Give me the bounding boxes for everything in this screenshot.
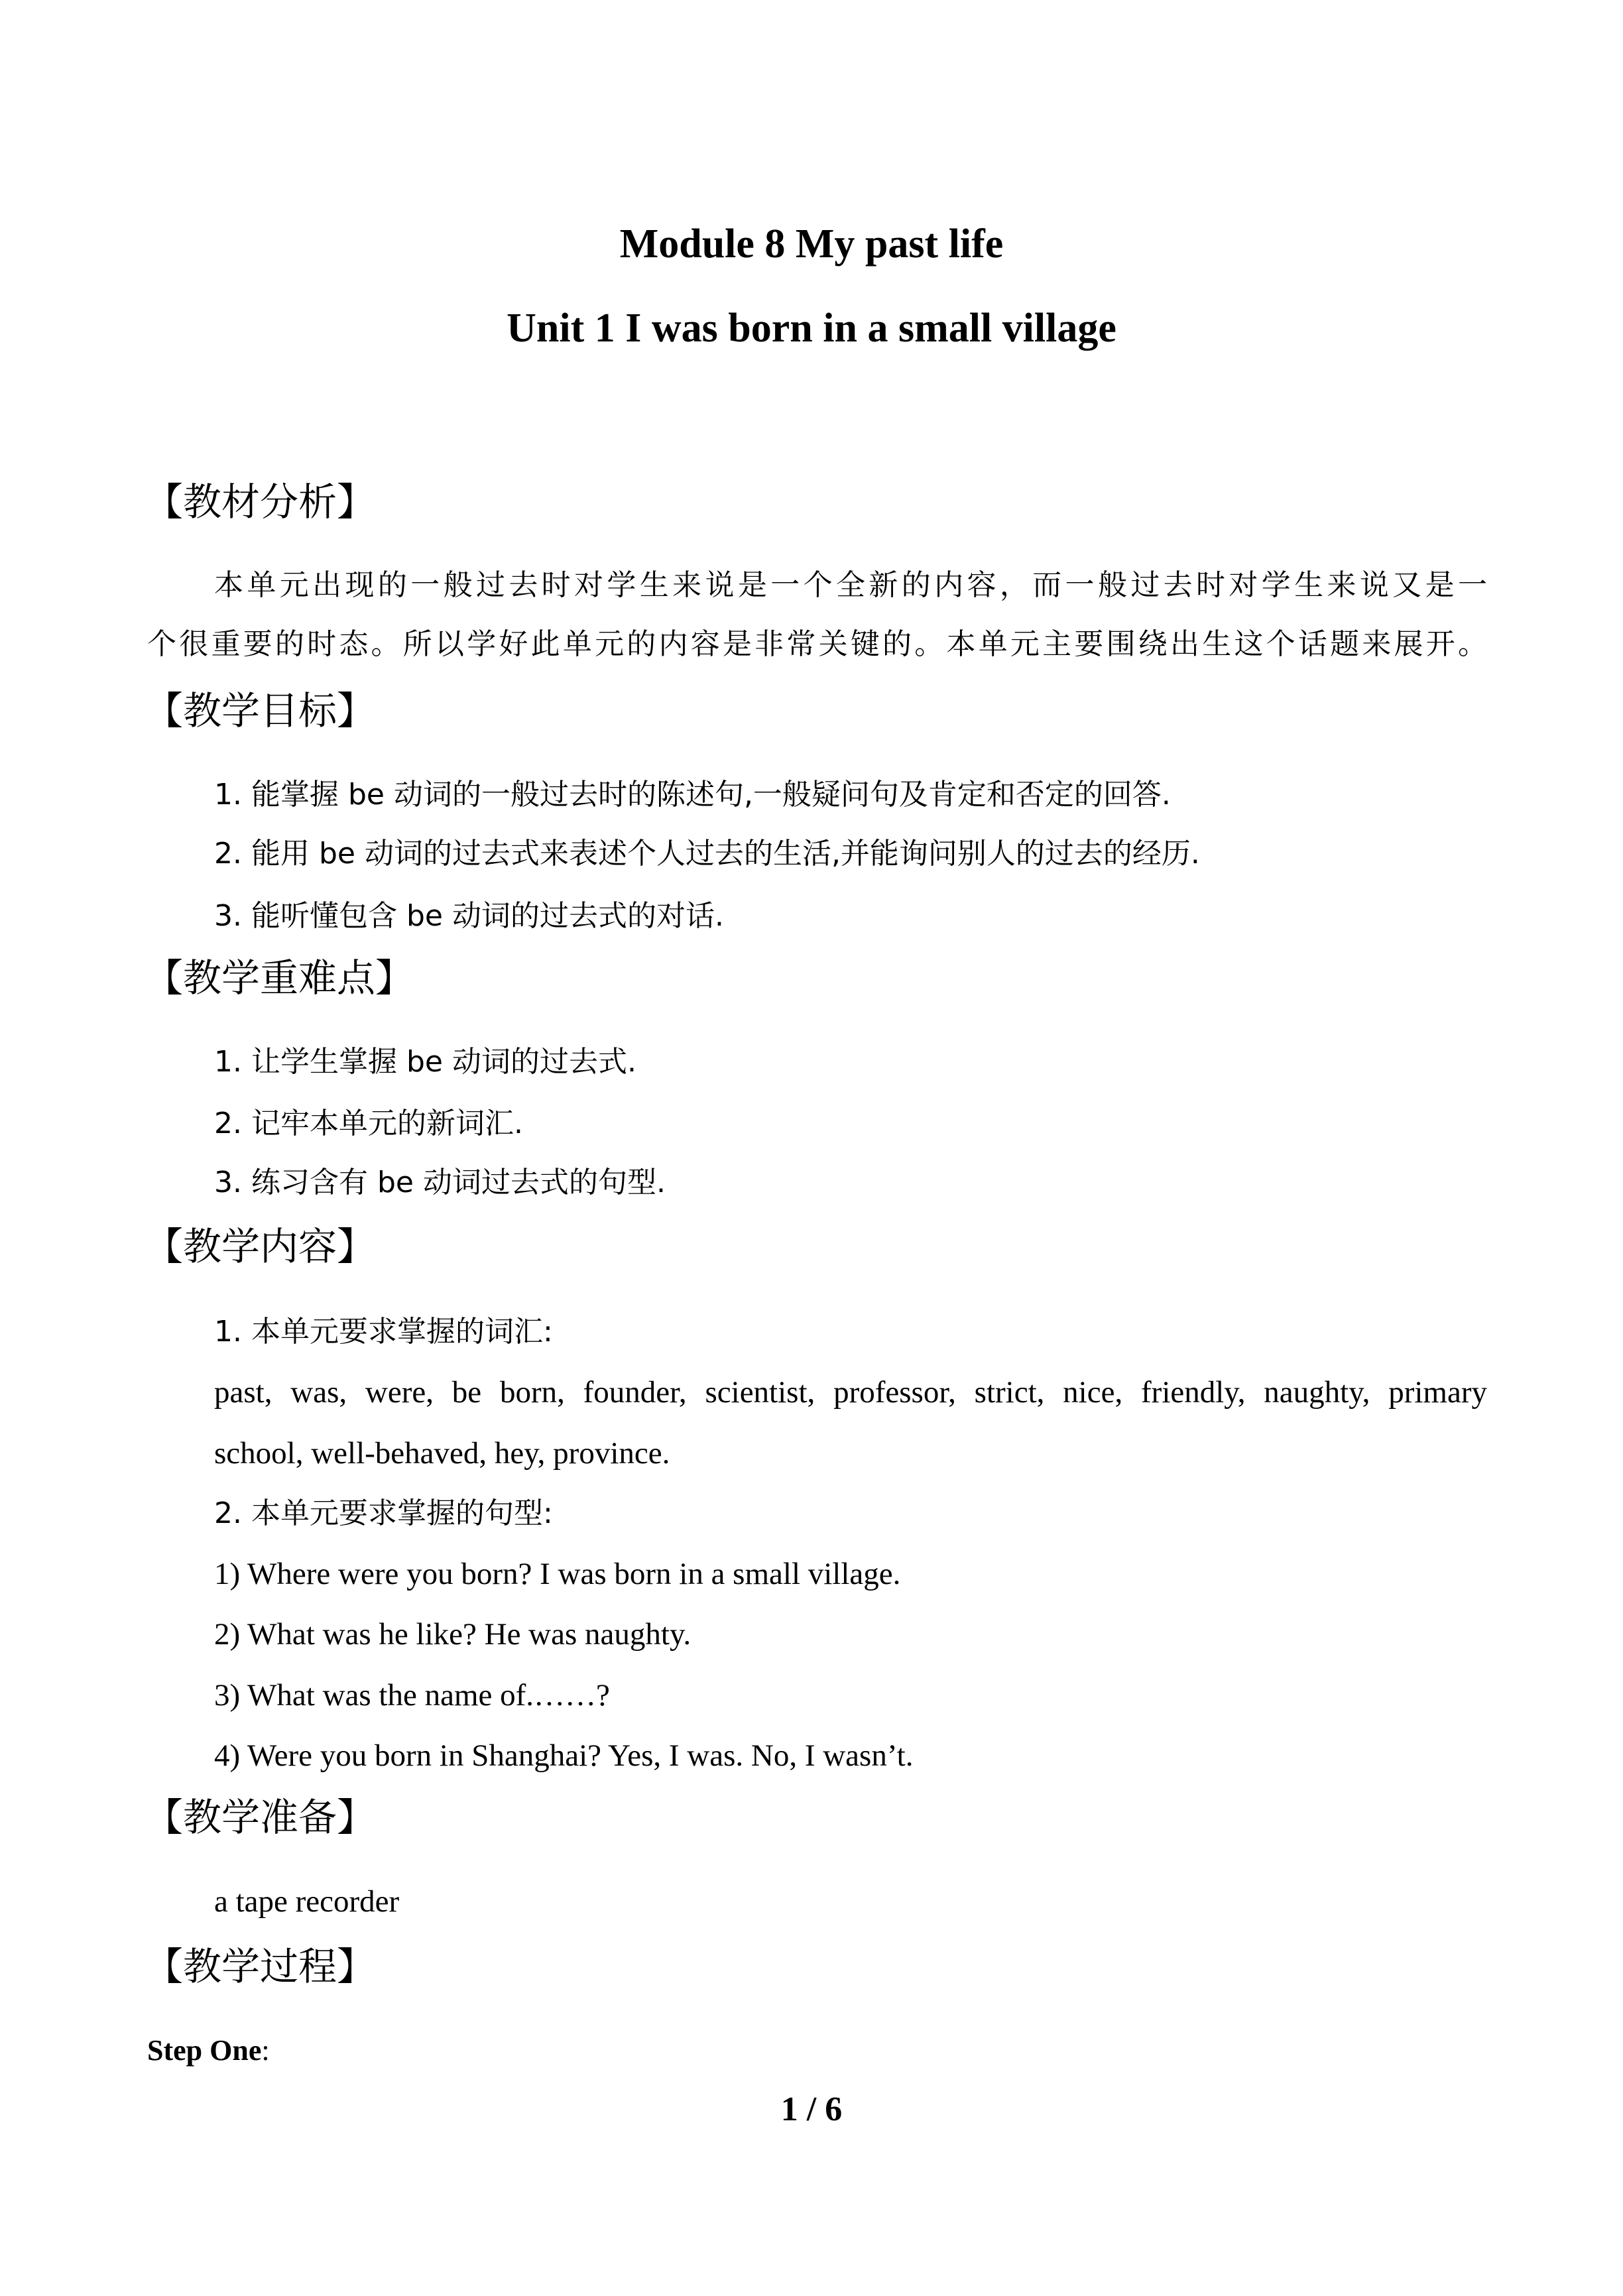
- patterns-label: 2. 本单元要求掌握的句型:: [214, 1496, 553, 1530]
- objective-item: 1. 能掌握 be 动词的一般过去时的陈述句,一般疑问句及肯定和否定的回答.: [214, 778, 1171, 812]
- step-one-label: [147, 2031, 270, 2071]
- heading-preparation: 【教学准备】: [145, 1795, 376, 1840]
- key-point-item: 3. 练习含有 be 动词过去式的句型.: [214, 1166, 666, 1199]
- heading-content: 【教学内容】: [145, 1224, 376, 1269]
- key-point-item: 1. 让学生掌握 be 动词的过去式.: [214, 1045, 636, 1079]
- objective-item: 3. 能听懂包含 be 动词的过去式的对话.: [214, 899, 724, 933]
- heading-key-points: 【教学重难点】: [145, 955, 414, 1000]
- step-colon: :: [261, 2034, 270, 2067]
- pattern-item: 4) Were you born in Shanghai? Yes, I was. No, I wasn’t.: [214, 1738, 914, 1773]
- page-number: 1 / 6: [780, 2090, 843, 2128]
- step-title: Step One: [147, 2034, 262, 2067]
- pattern-item: 2) What was he like? He was naughty.: [214, 1617, 691, 1652]
- paragraph-line: 个很重要的时态。所以学好此单元的内容是非常关键的。本单元主要围绕出生这个话题来展开。: [147, 627, 1487, 661]
- vocab-line: school, well-behaved, hey, province.: [214, 1436, 670, 1471]
- vocab-line: past, was, were, be born, founder, scientist, professor, strict, nice, friendly, naughty, primary: [214, 1375, 1487, 1410]
- document-subtitle: Unit 1 I was born in a small village: [507, 306, 1116, 351]
- heading-process: 【教学过程】: [145, 1944, 376, 1989]
- pattern-item: 1) Where were you born? I was born in a small village.: [214, 1557, 901, 1591]
- vocab-label: 1. 本单元要求掌握的词汇:: [214, 1315, 553, 1349]
- heading-objectives: 【教学目标】: [145, 688, 376, 733]
- document-title: Module 8 My past life: [619, 221, 1004, 267]
- heading-analysis: 【教材分析】: [145, 479, 376, 524]
- paragraph-line: 本单元出现的一般过去时对学生来说是一个全新的内容，而一般过去时对学生来说又是一: [214, 568, 1487, 602]
- pattern-item: 3) What was the name of.……?: [214, 1678, 610, 1713]
- preparation-text: a tape recorder: [214, 1884, 400, 1919]
- key-point-item: 2. 记牢本单元的新词汇.: [214, 1107, 523, 1140]
- objective-item: 2. 能用 be 动词的过去式来表述个人过去的生活,并能询问别人的过去的经历.: [214, 837, 1200, 871]
